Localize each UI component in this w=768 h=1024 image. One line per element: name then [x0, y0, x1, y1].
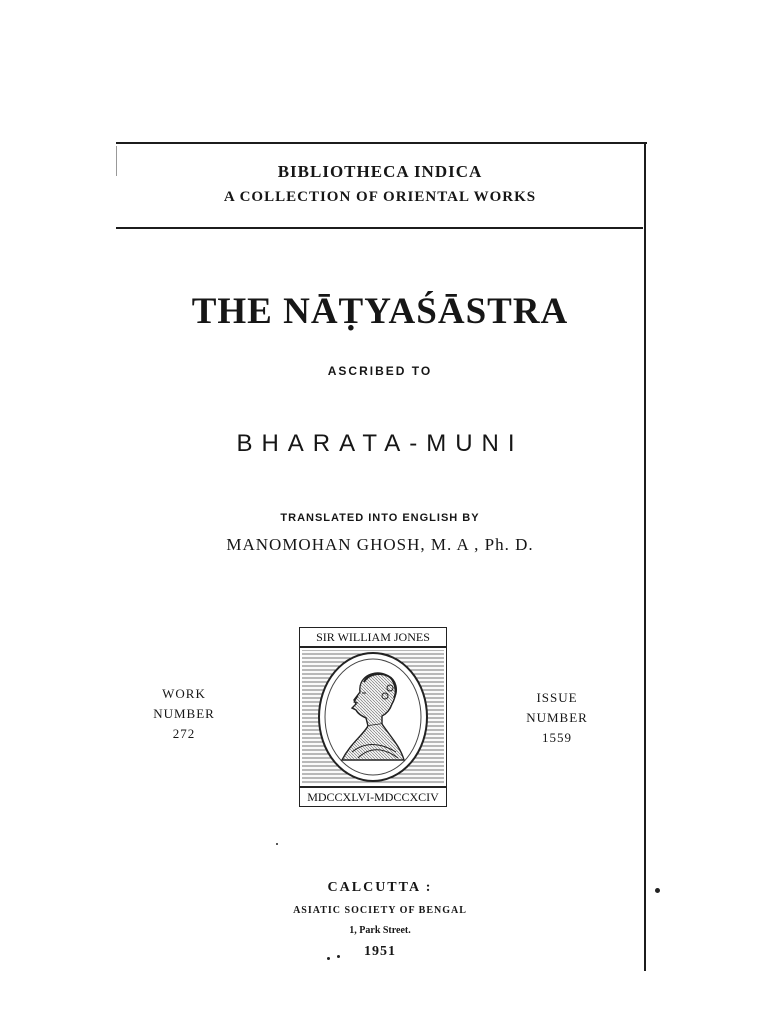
issue-number-block [512, 688, 602, 748]
portrait-medallion-icon [300, 648, 446, 786]
ascribed-to-label: ASCRIBED TO [327, 364, 433, 378]
imprint-city: CALCUTTA : [327, 880, 433, 895]
work-number-label-line1: WORK [162, 686, 206, 701]
work-number-label-line2: NUMBER [153, 706, 215, 721]
author-name: BHARATA-MUNI [236, 430, 524, 457]
series-subtitle: A COLLECTION OF ORIENTAL WORKS [223, 189, 537, 205]
frame-top-rule [116, 142, 647, 144]
issue-number-label-line1: ISSUE [536, 690, 578, 705]
work-number-block [139, 684, 229, 744]
series-title: BIBLIOTHECA INDICA [277, 162, 483, 181]
imprint-address: 1, Park Street. [349, 925, 411, 936]
ink-speck [337, 955, 340, 958]
ink-speck [276, 843, 278, 845]
translated-by-label: TRANSLATED INTO ENGLISH BY [280, 512, 480, 524]
frame-right-rule [644, 143, 646, 971]
frame-middle-rule [116, 227, 643, 229]
work-number-value: 272 [172, 726, 196, 741]
medallion-top-label: SIR WILLIAM JONES [299, 627, 447, 647]
translator-name: MANOMOHAN GHOSH, M. A , Ph. D. [226, 535, 534, 554]
imprint-year: 1951 [364, 944, 396, 959]
portrait-medallion [299, 627, 447, 807]
issue-number-label-line2: NUMBER [526, 710, 588, 725]
ink-speck [655, 888, 660, 893]
imprint-publisher: ASIATIC SOCIETY OF BENGAL [293, 905, 467, 916]
medallion-bottom-label: MDCCXLVI-MDCCXCIV [299, 787, 447, 807]
medallion-frame [299, 647, 447, 787]
work-title: THE NĀṬYAŚĀSTRA [191, 291, 569, 332]
ink-speck [327, 957, 330, 960]
issue-number-value: 1559 [542, 730, 572, 745]
